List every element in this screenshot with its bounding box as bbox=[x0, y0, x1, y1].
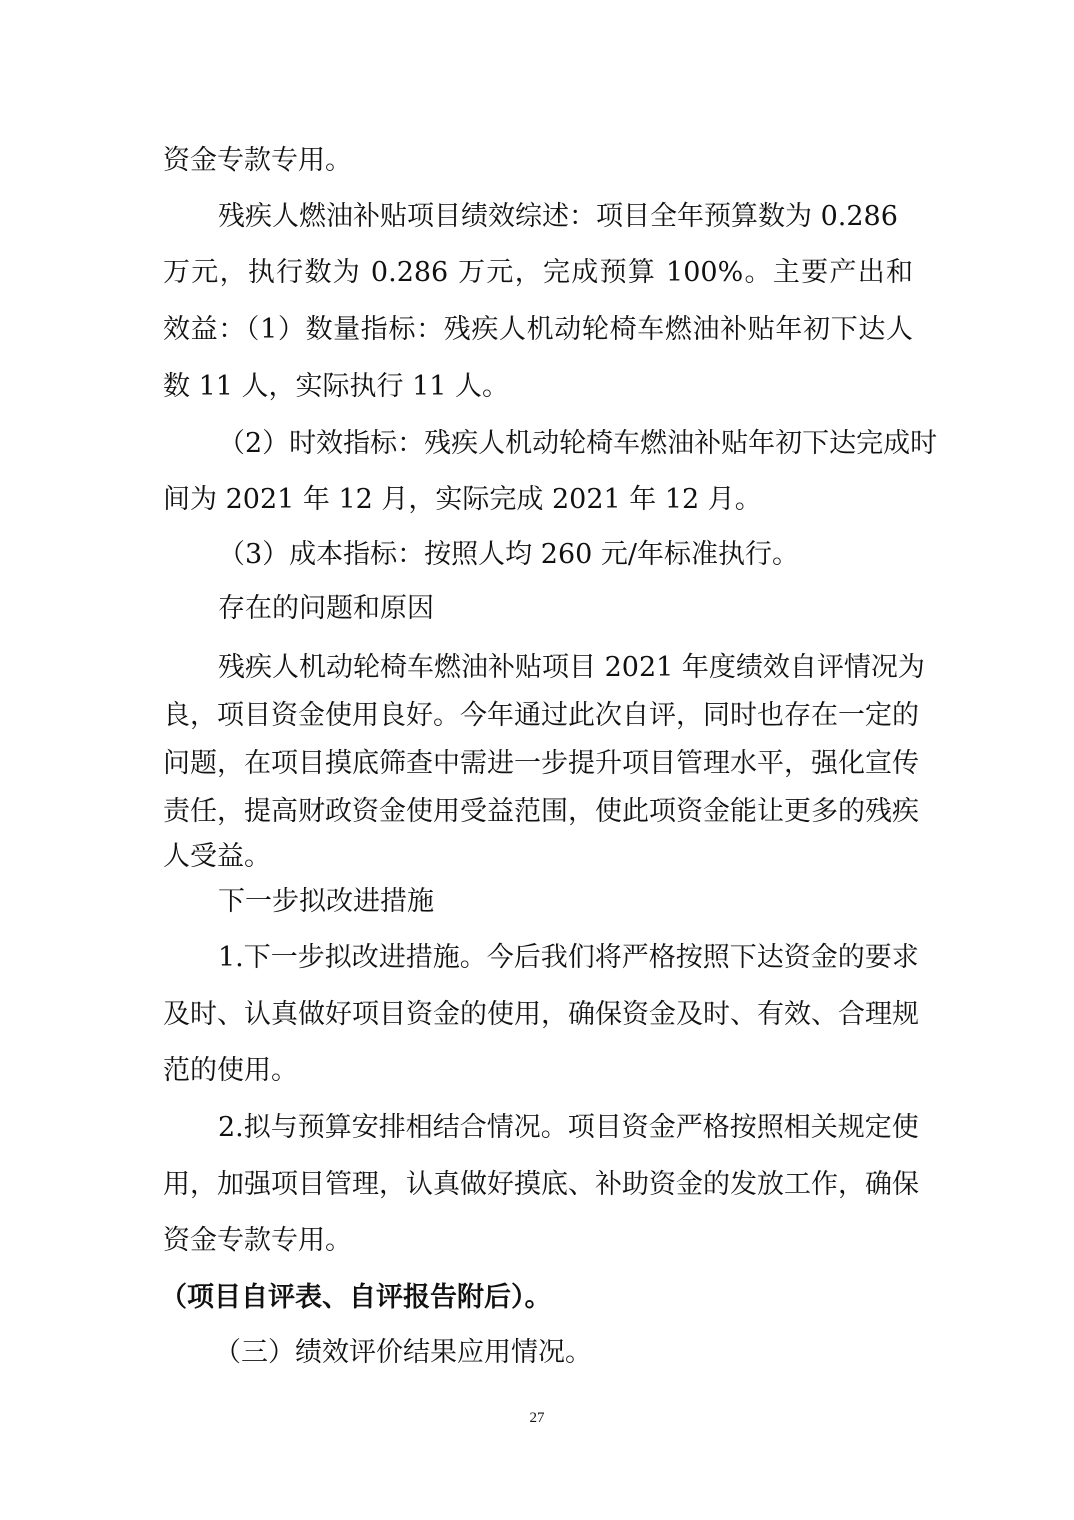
section-heading: 存在的问题和原因 bbox=[218, 593, 434, 624]
text-line: （3）成本指标：按照人均 260 元/年标准执行。 bbox=[218, 539, 799, 570]
text-line: 用，加强项目管理，认真做好摸底、补助资金的发放工作，确保 bbox=[163, 1169, 919, 1200]
text-line: 资金专款专用。 bbox=[163, 1225, 352, 1256]
text-line: 万元，执行数为 0.286 万元，完成预算 100%。主要产出和 bbox=[163, 257, 913, 288]
text-line: （2）时效指标：残疾人机动轮椅车燃油补贴年初下达完成时 bbox=[218, 428, 938, 459]
text-line: 责任，提高财政资金使用受益范围，使此项资金能让更多的残疾 bbox=[163, 796, 919, 827]
page-number: 27 bbox=[529, 1410, 545, 1426]
section-lead-text: 项目全年预算数为 0.286 bbox=[596, 201, 898, 232]
paragraph-line bbox=[218, 198, 913, 236]
section-lead: 残疾人燃油补贴项目绩效综述： bbox=[218, 201, 596, 232]
subsection-heading: （三）绩效评价结果应用情况。 bbox=[214, 1337, 592, 1368]
text-line: 残疾人机动轮椅车燃油补贴项目 2021 年度绩效自评情况为 bbox=[218, 652, 925, 683]
text-line: 间为 2021 年 12 月，实际完成 2021 年 12 月。 bbox=[163, 484, 762, 515]
text-line: 问题，在项目摸底筛查中需进一步提升项目管理水平，强化宣传 bbox=[163, 748, 919, 779]
text-line: 资金专款专用。 bbox=[163, 145, 352, 176]
section-heading: 下一步拟改进措施 bbox=[218, 886, 434, 917]
text-line: 范的使用。 bbox=[163, 1055, 298, 1086]
text-line: 数 11 人，实际执行 11 人。 bbox=[163, 371, 510, 402]
text-line: 人受益。 bbox=[163, 841, 271, 872]
text-line: 良，项目资金使用良好。今年通过此次自评，同时也存在一定的 bbox=[163, 700, 919, 731]
text-line: 1.下一步拟改进措施。今后我们将严格按照下达资金的要求 bbox=[218, 942, 919, 973]
bold-note: （项目自评表、自评报告附后）。 bbox=[160, 1282, 552, 1313]
text-line: 2.拟与预算安排相结合情况。项目资金严格按照相关规定使 bbox=[218, 1112, 919, 1143]
text-line: 效益：（1）数量指标：残疾人机动轮椅车燃油补贴年初下达人 bbox=[163, 314, 913, 345]
text-line: 及时、认真做好项目资金的使用，确保资金及时、有效、合理规 bbox=[163, 999, 919, 1030]
